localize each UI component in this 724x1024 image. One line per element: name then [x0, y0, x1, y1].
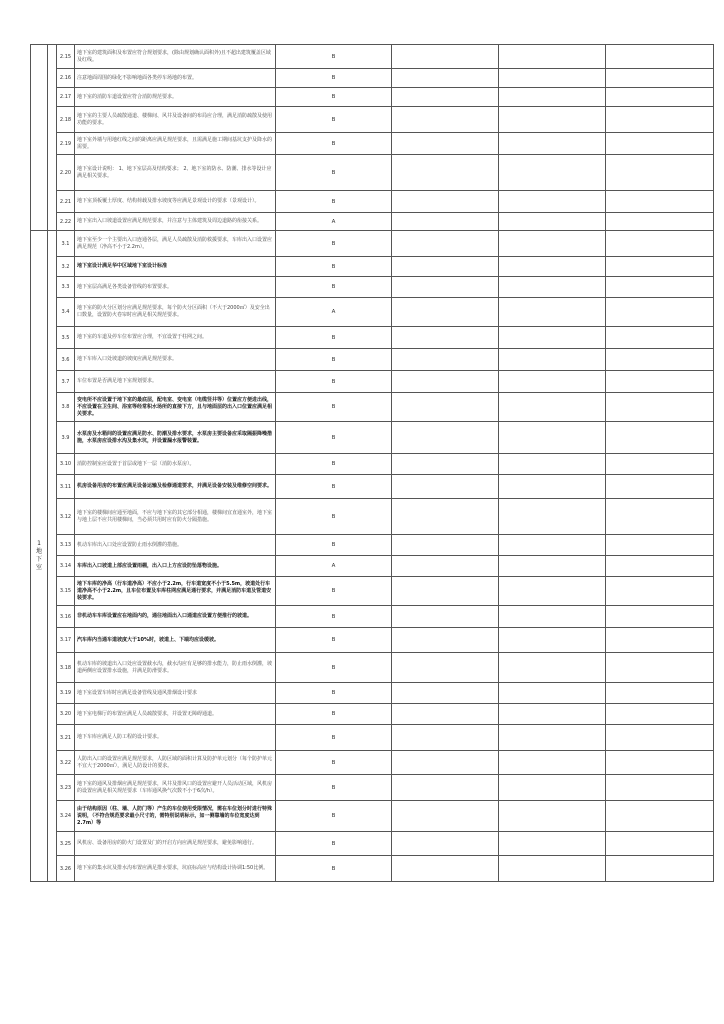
item-grade: B [276, 628, 392, 653]
item-description: 地下室的建筑面积及布置应符合规划要求，(除由规划确认面积外)且不超出建筑覆盖区域及红线。 [75, 45, 276, 69]
empty-cell[interactable] [499, 683, 606, 704]
item-grade: B [276, 704, 392, 725]
empty-cell[interactable] [392, 653, 499, 683]
empty-cell[interactable] [392, 683, 499, 704]
item-grade: B [276, 856, 392, 882]
empty-cell[interactable] [499, 298, 606, 327]
empty-cell[interactable] [499, 257, 606, 277]
item-number: 2.19 [57, 133, 75, 155]
item-grade: A [276, 298, 392, 327]
item-description: 机动车库出入口处应设置防止雨水倒灌的措施。 [75, 535, 276, 556]
empty-cell[interactable] [499, 751, 606, 775]
item-description: 消防控制室应设置于首层或地下一层（消防水泵房）。 [75, 454, 276, 475]
empty-cell[interactable] [606, 725, 714, 751]
empty-cell[interactable] [499, 577, 606, 606]
item-number: 3.10 [57, 454, 75, 475]
empty-cell[interactable] [606, 371, 714, 393]
item-description: 地下室的集水坑及排水沟布置应满足排水要求，坑底标高应与结构设计协调1:50比例。 [75, 856, 276, 882]
empty-cell[interactable] [392, 277, 499, 298]
empty-cell[interactable] [499, 69, 606, 88]
empty-cell[interactable] [392, 257, 499, 277]
section-label: 1 地 下 室 [35, 540, 42, 571]
item-number: 3.11 [57, 475, 75, 499]
empty-cell[interactable] [392, 499, 499, 535]
empty-cell[interactable] [499, 725, 606, 751]
table-row [31, 856, 714, 882]
table-row [31, 107, 714, 133]
item-number: 3.8 [57, 393, 75, 422]
empty-cell[interactable] [606, 107, 714, 133]
empty-cell[interactable] [392, 327, 499, 349]
item-grade: B [276, 832, 392, 856]
empty-cell[interactable] [499, 155, 606, 191]
item-grade: B [276, 475, 392, 499]
item-number: 3.15 [57, 577, 75, 606]
item-number: 3.12 [57, 499, 75, 535]
empty-cell[interactable] [606, 556, 714, 577]
item-number: 3.23 [57, 775, 75, 801]
empty-cell[interactable] [392, 535, 499, 556]
item-grade: B [276, 422, 392, 454]
item-grade: B [276, 155, 392, 191]
empty-cell[interactable] [392, 107, 499, 133]
table-row [31, 454, 714, 475]
item-number: 2.16 [57, 69, 75, 88]
empty-cell[interactable] [392, 45, 499, 69]
empty-cell[interactable] [606, 133, 714, 155]
item-number: 2.18 [57, 107, 75, 133]
empty-cell[interactable] [606, 454, 714, 475]
table-row [31, 628, 714, 653]
table-row [31, 704, 714, 725]
empty-cell[interactable] [499, 454, 606, 475]
item-description: 人防出入口的设置应满足规范要求，人防区域的面积计算及防护单元划分（每个防护单元不宜大于2000㎡），满足人防设计的要求。 [75, 751, 276, 775]
table-row [31, 213, 714, 231]
item-description: 机动车库的坡道出入口处应设置截水沟，截水沟应有足够的排水能力，防止雨水倒灌，坡道两侧应设置排水设施，并满足防滑要求。 [75, 653, 276, 683]
item-grade: B [276, 606, 392, 628]
empty-cell[interactable] [499, 349, 606, 371]
empty-cell[interactable] [392, 577, 499, 606]
item-description: 地下室的主要人员疏散通道、楼梯间、风井及设备间的布局应合理，满足消防疏散及使用功能的要求。 [75, 107, 276, 133]
table-row [31, 832, 714, 856]
empty-cell[interactable] [499, 856, 606, 882]
item-description: 地下室的通风及排烟应满足规范要求，风井及排风口的设置应避开人员活动区域，风机房的设置应满足相关规范要求（车库通风换气次数不小于6次/h）。 [75, 775, 276, 801]
empty-cell[interactable] [606, 832, 714, 856]
table-row [31, 191, 714, 213]
empty-cell[interactable] [392, 213, 499, 231]
empty-cell[interactable] [606, 349, 714, 371]
blank-column-cell [48, 231, 57, 882]
empty-cell[interactable] [392, 422, 499, 454]
item-grade: B [276, 751, 392, 775]
item-number: 3.13 [57, 535, 75, 556]
empty-cell[interactable] [392, 155, 499, 191]
item-grade: B [276, 393, 392, 422]
item-number: 3.26 [57, 856, 75, 882]
empty-cell[interactable] [606, 45, 714, 69]
empty-cell[interactable] [499, 499, 606, 535]
item-number: 3.4 [57, 298, 75, 327]
item-grade: B [276, 577, 392, 606]
empty-cell[interactable] [499, 422, 606, 454]
item-grade: B [276, 725, 392, 751]
empty-cell[interactable] [499, 133, 606, 155]
empty-cell[interactable] [606, 775, 714, 801]
item-number: 2.21 [57, 191, 75, 213]
table-row [31, 683, 714, 704]
item-description: 地下室至少一个主要出入口连通各层，满足人员疏散及消防救援要求，车库出入口设置应满足规范（净高不小于2.2m）。 [75, 231, 276, 257]
item-description: 车库出入口坡道上部应设置雨棚，出入口上方应设防坠落物设施。 [75, 556, 276, 577]
empty-cell[interactable] [499, 191, 606, 213]
empty-cell[interactable] [392, 556, 499, 577]
empty-cell[interactable] [606, 422, 714, 454]
empty-cell[interactable] [606, 327, 714, 349]
item-grade: B [276, 683, 392, 704]
item-description: 地下室顶板覆土厚度、结构荷载及排水坡度等应满足景观设计的要求（景观设计）。 [75, 191, 276, 213]
empty-cell[interactable] [392, 371, 499, 393]
blank-column-cell [48, 45, 57, 231]
empty-cell[interactable] [606, 801, 714, 832]
table-row [31, 606, 714, 628]
item-description: 机房设备用房的布置应满足设备运输及检修通道要求，并满足设备安装及维修空间要求。 [75, 475, 276, 499]
item-grade: B [276, 88, 392, 107]
empty-cell[interactable] [499, 775, 606, 801]
table-row [31, 475, 714, 499]
empty-cell[interactable] [606, 257, 714, 277]
item-description: 风机房、设备用房的防火门设置及门的开启方向应满足规范要求，避免影响通行。 [75, 832, 276, 856]
item-grade: B [276, 535, 392, 556]
empty-cell[interactable] [606, 69, 714, 88]
table-row [31, 371, 714, 393]
table-row [31, 422, 714, 454]
empty-cell[interactable] [606, 577, 714, 606]
item-grade: B [276, 801, 392, 832]
empty-cell[interactable] [606, 231, 714, 257]
item-description: 汽车库内当通车道坡度大于10%时，坡道上、下端均应设缓坡。 [75, 628, 276, 653]
item-grade: B [276, 45, 392, 69]
section-cell-previous [31, 45, 48, 231]
item-number: 3.3 [57, 277, 75, 298]
empty-cell[interactable] [606, 277, 714, 298]
item-description: 地下室设计说明： 1、地下室层高及结构要求； 2、地下室的防水、防潮、排水等设计应满足相关要求。 [75, 155, 276, 191]
item-number: 3.17 [57, 628, 75, 653]
empty-cell[interactable] [392, 69, 499, 88]
empty-cell[interactable] [392, 704, 499, 725]
empty-cell[interactable] [499, 277, 606, 298]
item-grade: B [276, 191, 392, 213]
empty-cell[interactable] [392, 725, 499, 751]
empty-cell[interactable] [606, 683, 714, 704]
empty-cell[interactable] [499, 231, 606, 257]
item-number: 3.2 [57, 257, 75, 277]
table-row [31, 88, 714, 107]
empty-cell[interactable] [499, 653, 606, 683]
empty-cell[interactable] [606, 704, 714, 725]
item-description: 地下室电梯厅的布置应满足人员疏散要求，并设置无障碍通道。 [75, 704, 276, 725]
table-row [31, 751, 714, 775]
table-row [31, 155, 714, 191]
empty-cell[interactable] [606, 535, 714, 556]
empty-cell[interactable] [392, 231, 499, 257]
item-number: 3.6 [57, 349, 75, 371]
item-number: 3.9 [57, 422, 75, 454]
item-description: 地下室外墙与用地红线之间的距离应满足规范要求，且需满足施工期间基坑支护及降水的需要。 [75, 133, 276, 155]
item-description: 地下室的防火分区划分应满足规范要求，每个防火分区面积（不大于2000㎡）及安全出口数量，设置防火卷帘时应满足相关规范要求。 [75, 298, 276, 327]
table-row [31, 231, 714, 257]
item-grade: B [276, 107, 392, 133]
table-row [31, 535, 714, 556]
item-number: 3.25 [57, 832, 75, 856]
item-grade: B [276, 327, 392, 349]
empty-cell[interactable] [499, 475, 606, 499]
item-description: 地下室出入口坡道设置应满足规范要求，并注意与主体建筑及周边道路的衔接关系。 [75, 213, 276, 231]
review-checklist-table [30, 44, 714, 882]
table-row [31, 133, 714, 155]
item-description: 地下车库应满足人防工程的设计要求。 [75, 725, 276, 751]
empty-cell[interactable] [499, 393, 606, 422]
table-row [31, 349, 714, 371]
item-grade: B [276, 69, 392, 88]
empty-cell[interactable] [606, 499, 714, 535]
table-row [31, 277, 714, 298]
item-description: 地下室层高满足各类设备管线的布置要求。 [75, 277, 276, 298]
empty-cell[interactable] [499, 327, 606, 349]
empty-cell[interactable] [606, 191, 714, 213]
empty-cell[interactable] [392, 393, 499, 422]
table-row [31, 801, 714, 832]
empty-cell[interactable] [392, 628, 499, 653]
item-description: 地下室设置车库时应满足设备管线及通风排烟设计要求 [75, 683, 276, 704]
empty-cell[interactable] [392, 88, 499, 107]
item-description: 地下室设计满足华中区域地下室设计标准 [75, 257, 276, 277]
item-number: 3.22 [57, 751, 75, 775]
empty-cell[interactable] [499, 832, 606, 856]
item-number: 3.5 [57, 327, 75, 349]
table-row [31, 69, 714, 88]
empty-cell[interactable] [392, 475, 499, 499]
empty-cell[interactable] [392, 832, 499, 856]
empty-cell[interactable] [606, 856, 714, 882]
table-row [31, 298, 714, 327]
table-row [31, 327, 714, 349]
item-description: 注意地面周围的绿化不影响地面各类停车场地的布置。 [75, 69, 276, 88]
table-row [31, 653, 714, 683]
item-description: 地下车库入口处坡道的坡度应满足规范要求。 [75, 349, 276, 371]
empty-cell[interactable] [606, 475, 714, 499]
empty-cell[interactable] [499, 628, 606, 653]
item-description: 地下室的消防车道设置应符合消防规范要求。 [75, 88, 276, 107]
empty-cell[interactable] [499, 606, 606, 628]
empty-cell[interactable] [606, 155, 714, 191]
item-grade: B [276, 653, 392, 683]
item-number: 3.21 [57, 725, 75, 751]
item-grade: B [276, 349, 392, 371]
empty-cell[interactable] [606, 298, 714, 327]
empty-cell[interactable] [392, 349, 499, 371]
item-description: 水泵房及水箱间的设置应满足防水、防潮及排水要求，水泵房主要设备应采取隔振降噪措施，水泵房应设排水沟及集水坑，并设置漏水报警装置。 [75, 422, 276, 454]
empty-cell[interactable] [392, 775, 499, 801]
item-description: 地下室的车道及停车位布置应合理，不宜设置于柱网之间。 [75, 327, 276, 349]
item-grade: B [276, 277, 392, 298]
empty-cell[interactable] [392, 751, 499, 775]
item-number: 2.15 [57, 45, 75, 69]
table-row [31, 556, 714, 577]
item-grade: A [276, 213, 392, 231]
item-grade: B [276, 499, 392, 535]
item-number: 3.14 [57, 556, 75, 577]
empty-cell[interactable] [499, 88, 606, 107]
item-description: 车位布置是否满足地下室规划要求。 [75, 371, 276, 393]
empty-cell[interactable] [392, 454, 499, 475]
item-number: 3.1 [57, 231, 75, 257]
item-description: 地下室的楼梯间应通至地面，不应与地下室的其它部分相通，楼梯间宜直通室外，地下室与地上层不应共用楼梯间，当必须共用时应有防火分隔措施。 [75, 499, 276, 535]
table-row [31, 257, 714, 277]
empty-cell[interactable] [606, 628, 714, 653]
item-grade: A [276, 556, 392, 577]
empty-cell[interactable] [499, 556, 606, 577]
empty-cell[interactable] [499, 801, 606, 832]
table-row [31, 45, 714, 69]
item-description: 变电所不应设置于地下室的最底层，配电室、变电室（电缆竖井等）位置应方便进出线，不应设置在卫生间、浴室等经常积水场所的直接下方，且与地面层的出入口位置应满足相关要求。 [75, 393, 276, 422]
empty-cell[interactable] [499, 45, 606, 69]
empty-cell[interactable] [499, 371, 606, 393]
item-grade: B [276, 133, 392, 155]
table-row [31, 499, 714, 535]
item-description: 非机动车车库设置应在地面内的，通往地面出入口通道应设置方便推行的坡道。 [75, 606, 276, 628]
empty-cell[interactable] [499, 213, 606, 231]
empty-cell[interactable] [499, 107, 606, 133]
item-number: 3.16 [57, 606, 75, 628]
empty-cell[interactable] [606, 606, 714, 628]
item-number: 3.24 [57, 801, 75, 832]
item-description: 由于结构原因（柱、墙、人防门等）产生的车位使用受限情况，需在车位划分时进行特殊说明，（不符合规范要求最小尺寸的，需特别说明标示，如一侧靠墙的车位宽度达到2.7m）等 [75, 801, 276, 832]
empty-cell[interactable] [392, 856, 499, 882]
empty-cell[interactable] [392, 298, 499, 327]
section-cell-basement [31, 231, 48, 882]
item-number: 3.19 [57, 683, 75, 704]
item-grade: B [276, 231, 392, 257]
empty-cell[interactable] [606, 393, 714, 422]
item-grade: B [276, 371, 392, 393]
table-row [31, 775, 714, 801]
table-row [31, 393, 714, 422]
item-grade: B [276, 775, 392, 801]
item-number: 2.17 [57, 88, 75, 107]
empty-cell[interactable] [392, 606, 499, 628]
empty-cell[interactable] [499, 535, 606, 556]
table-row [31, 725, 714, 751]
empty-cell[interactable] [606, 653, 714, 683]
item-grade: B [276, 257, 392, 277]
empty-cell[interactable] [392, 191, 499, 213]
empty-cell[interactable] [606, 751, 714, 775]
item-number: 3.7 [57, 371, 75, 393]
table-row [31, 577, 714, 606]
item-description: 地下车库的净高（行车道净高）不应小于2.2m，行车道宽度不小于5.5m，坡道处行车道净高不小于2.2m，且车位布置及车库柱网应满足通行要求，并满足消防车道及管道安装要求。 [75, 577, 276, 606]
empty-cell[interactable] [606, 213, 714, 231]
empty-cell[interactable] [392, 133, 499, 155]
empty-cell[interactable] [606, 88, 714, 107]
empty-cell[interactable] [392, 801, 499, 832]
item-number: 2.22 [57, 213, 75, 231]
item-number: 3.20 [57, 704, 75, 725]
item-grade: B [276, 454, 392, 475]
empty-cell[interactable] [499, 704, 606, 725]
item-number: 2.20 [57, 155, 75, 191]
item-number: 3.18 [57, 653, 75, 683]
